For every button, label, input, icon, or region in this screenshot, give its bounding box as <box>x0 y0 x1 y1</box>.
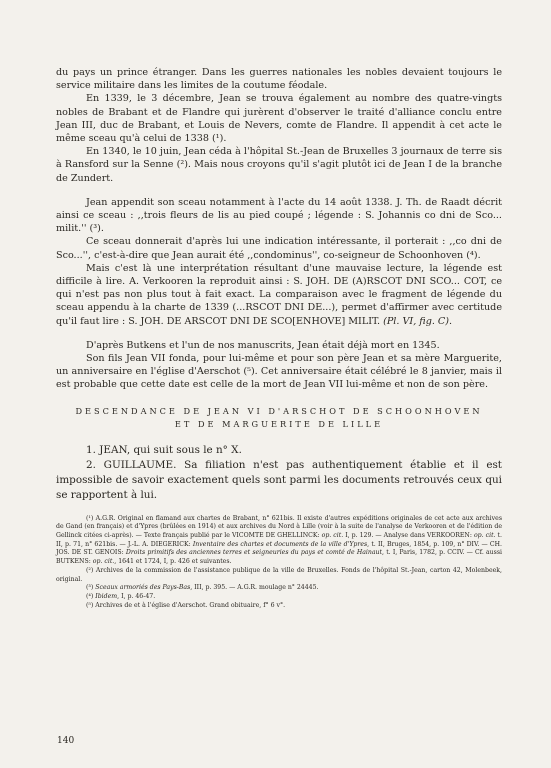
plate-reference: (Pl. VI, fig. C). <box>383 315 453 327</box>
seal-reading-text: Mais c'est là une interprétation résultant d'une mauvaise lecture, la légende est difficile à lire. A. Verkooren la reproduit ainsi : S. JOH. DE (A)RSCOT DNI SCO... COT, ce qui n'est pas non plus tout à fait exact. La comparaison avec le fragment de légende du sceau appendu à la charte de 1339 (...RSCOT DNI DE...), permet d'affirmer avec certitude qu'il faut lire : S. JOH. DE ARSCOT DNI DE SCO[ENHOVE] MILIT. <box>56 262 502 327</box>
list-item: 1. JEAN, qui suit sous le n° X. <box>86 443 242 456</box>
descendants-list <box>56 443 502 503</box>
list-item: 2. GUILLAUME. Sa filiation n'est pas authentiquement établie et il est impossible de savoir exactement quels sont parmi les documents retrouvés ceux qui se rapportent à lui. <box>56 458 502 501</box>
section-heading-line-2: ET DE MARGUERITE DE LILLE <box>174 418 384 429</box>
footnote-1: (¹) A.G.R. Original en flamand aux chartes de Brabant, n° 621bis. Il existe d'autres expéditions originales de cet acte aux archives de Gand (en français) et d'Ypres (brûlées en 1914) et aux archives du Nord à Lille (voir à la suite de l'analyse de Verkooren et de l'édition de Gellinck citées ci-après). — Texte français publié par le VICOMTE DE GHELLINCK: op. cit. I, p. 129. — Analyse dans VERKOOREN: op. cit. t. II, p. 71, n° 621bis. — J.-L. A. DIEGERICK: Inventaire des chartes et documents de la ville d'Ypres, t. II, Bruges, 1854, p. 109, n° DIV. — CH. JOS. DE ST. GENOIS: Droits primitifs des anciennes terres et seigneuries du pays et comté de Hainaut, t. I, Paris, 1782, p. CCIV. — Cf. aussi BUTKENS: op. cit., 1641 et 1724, I, p. 426 et suivantes. <box>56 514 503 566</box>
page-number: 140 <box>57 736 75 746</box>
footnote-3: (³) Sceaux armoriés des Pays-Bas, III, p. 395. — A.G.R. moulage n° 24445. <box>86 584 319 592</box>
paragraph-butkens: D'après Butkens et l'un de nos manuscrits, Jean était déjà mort en 1345. <box>86 339 440 351</box>
footnote-4: (⁴) Ibidem, I, p. 46-47. <box>86 593 156 600</box>
footnote-2: (²) Archives de la commission de l'assistance publique de la ville de Bruxelles. Fonds de l'hôpital St.-Jean, carton 42, Molenbeek, original. <box>56 566 502 583</box>
paragraph-1340-hospital: En 1340, le 10 juin, Jean céda à l'hôpital St.-Jean de Bruxelles 3 journaux de terre sis à Ransford sur la Senne (²). Mais nous croyons qu'il s'agit plutôt ici de Jean I de la branche de Zundert. <box>56 146 502 184</box>
footnote-5: (⁵) Archives de et à l'église d'Aerschot. Grand obituaire, f° 6 v°. <box>86 601 286 609</box>
text-block <box>56 66 502 610</box>
paragraph-1339-treaty: En 1339, le 3 décembre, Jean se trouva également au nombre des quatre-vingts nobles de Brabant et de Flandre qui jurèrent d'observer le traité d'alliance conclu entre Jean III, duc de Brabant, et Louis de Nevers, comte de Flandre. Il appendit à cet acte le même sceau qu'à celui de 1338 (¹). <box>56 93 502 145</box>
paragraph-seal-interpretation: Ce sceau donnerait d'après lui une indication intéressante, il porterait : ,,co dni de Sco...'', c'est-à-dire que Jean aurait été ,,condominus'', co-seigneur de Schoonhoven (⁴). <box>56 236 502 261</box>
paragraph-seal-1338: Jean appendit son sceau notamment à l'acte du 14 août 1338. J. Th. de Raadt décrit ainsi ce sceau : ,,trois fleurs de lis au pied coupé ; légende : S. Johannis co dni de Sco... milit.'' (³). <box>56 196 502 235</box>
paragraph-seal-reading <box>56 262 502 328</box>
section-heading <box>56 405 502 431</box>
paragraph-military-service: du pays un prince étranger. Dans les guerres nationales les nobles devaient toujours le service militaire dans les limites de la coutume féodale. <box>56 67 502 92</box>
paragraph-anniversary: Son fils Jean VII fonda, pour lui-même et pour son père Jean et sa mère Marguerite, un anniversaire en l'église d'Aerschot (⁵). Cet anniversaire était célébré le 8 janvier, mais il est probable que cette date est celle de la mort de Jean VII lui-même et non de son père. <box>56 353 502 391</box>
section-heading-line-1: DESCENDANCE DE JEAN VI D'ARSCHOT DE SCHOONHOVEN <box>75 405 483 416</box>
footnotes <box>56 515 502 611</box>
